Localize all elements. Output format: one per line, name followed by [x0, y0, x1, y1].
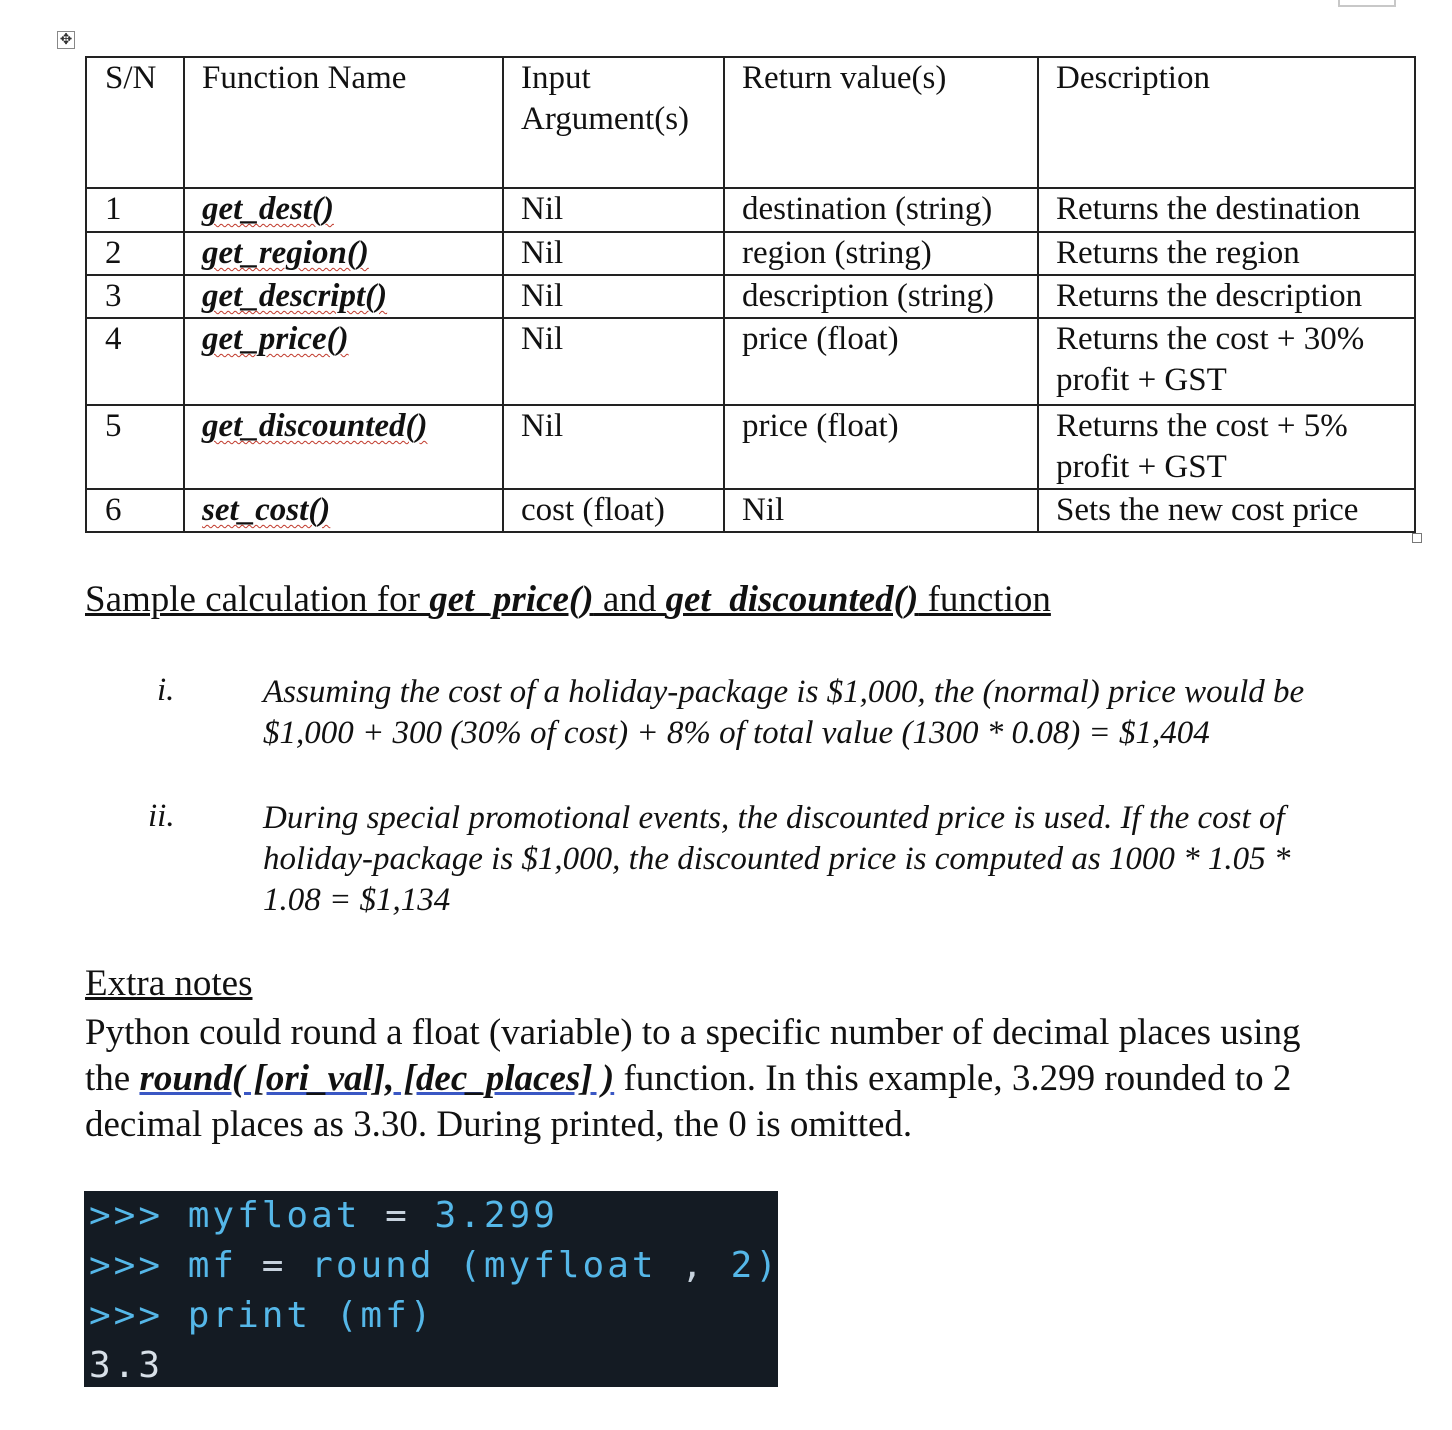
row-return: price (float) [724, 405, 1038, 489]
row-description: Returns the cost + 5% profit + GST [1038, 405, 1415, 489]
sample-calculation-heading [85, 578, 1051, 621]
row-function-cell [184, 275, 503, 318]
extra-text-1: Python could round a float (variable) to a specific number of decimal places using the [85, 1012, 1301, 1099]
header-input-arguments: Input Argument(s) [503, 57, 724, 188]
row-description: Returns the region [1038, 232, 1415, 275]
header-description: Description [1038, 57, 1415, 188]
note-number: i. [157, 672, 175, 708]
table-header-row [86, 57, 1415, 188]
functions-table [85, 56, 1416, 533]
row-sn: 4 [86, 318, 184, 405]
row-return: price (float) [724, 318, 1038, 405]
row-function-cell [184, 318, 503, 405]
console-output: 3.3 [89, 1345, 164, 1386]
row-input: Nil [503, 232, 724, 275]
row-input: Nil [503, 275, 724, 318]
round-function-ref: round( [ori_val], [dec_places] ) [139, 1058, 615, 1099]
heading-fn-discounted: get_discounted() [665, 579, 919, 620]
row-return: destination (string) [724, 188, 1038, 232]
table-move-icon[interactable]: ✥ [57, 31, 75, 49]
row-input: Nil [503, 188, 724, 232]
row-description: Returns the destination [1038, 188, 1415, 232]
row-function-cell [184, 489, 503, 532]
row-function-cell [184, 188, 503, 232]
row-function-name: get_dest() [202, 191, 334, 227]
extra-text-2: function. In this example, 3.299 rounded to 2 decimal places as 3.30. During printed, the 0 is omitted. [85, 1058, 1292, 1145]
header-function-name: Function Name [184, 57, 503, 188]
table-row [86, 489, 1415, 532]
table-resize-handle[interactable] [1412, 533, 1422, 543]
row-description: Returns the cost + 30% profit + GST [1038, 318, 1415, 405]
console-line: >>> myfloat = 3.299 [89, 1195, 558, 1236]
row-sn: 2 [86, 232, 184, 275]
heading-fn-price: get_price() [429, 579, 594, 620]
table-row [86, 318, 1415, 405]
header-sn: S/N [86, 57, 184, 188]
python-console-screenshot [84, 1191, 778, 1387]
row-return: region (string) [724, 232, 1038, 275]
row-function-name: get_descript() [202, 278, 388, 314]
row-function-name: set_cost() [202, 492, 331, 528]
row-function-cell [184, 405, 503, 489]
row-return: description (string) [724, 275, 1038, 318]
heading-prefix: Sample calculation for [85, 579, 430, 620]
table-row [86, 188, 1415, 232]
row-sn: 3 [86, 275, 184, 318]
table-row [86, 232, 1415, 275]
row-sn: 1 [86, 188, 184, 232]
table-row [86, 405, 1415, 489]
row-return: Nil [724, 489, 1038, 532]
row-input: cost (float) [503, 489, 724, 532]
heading-suffix: function [918, 579, 1051, 620]
row-function-name: get_discounted() [202, 408, 428, 444]
page-corner-mark [1338, 0, 1396, 7]
header-return-values: Return value(s) [724, 57, 1038, 188]
row-sn: 6 [86, 489, 184, 532]
extra-notes-title: Extra notes [85, 963, 253, 1004]
note-number: ii. [148, 798, 175, 834]
heading-mid: and [593, 579, 666, 620]
row-sn: 5 [86, 405, 184, 489]
note-text: During special promotional events, the discounted price is used. If the cost of holiday-package is $1,000, the discounted price is computed as 1000 * 1.05 * 1.08 = $1,134 [263, 800, 1291, 918]
row-function-name: get_price() [202, 321, 349, 357]
console-line: >>> print (mf) [89, 1295, 435, 1336]
row-input: Nil [503, 318, 724, 405]
note-text: Assuming the cost of a holiday-package is $1,000, the (normal) price would be $1,000 + 300 (30% of cost) + 8% of total value (1300 * 0.08) = $1,404 [263, 674, 1305, 751]
extra-notes-body [85, 1010, 1345, 1148]
row-function-cell [184, 232, 503, 275]
row-description: Returns the description [1038, 275, 1415, 318]
console-line: >>> mf = round (myfloat , 2) [89, 1245, 780, 1286]
table-row [86, 275, 1415, 318]
row-description: Sets the new cost price [1038, 489, 1415, 532]
row-input: Nil [503, 405, 724, 489]
row-function-name: get_region() [202, 235, 369, 271]
